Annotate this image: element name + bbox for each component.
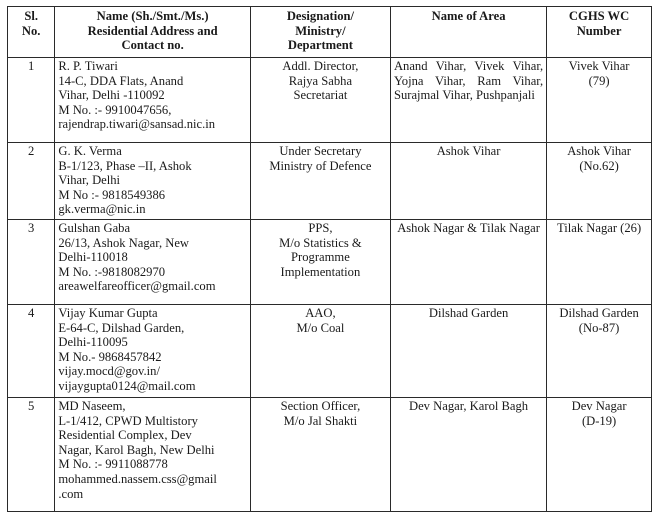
header-name-line: Contact no. — [121, 38, 184, 53]
header-row — [8, 7, 652, 58]
designation-cell — [250, 143, 390, 220]
name-address-cell — [55, 143, 251, 220]
cghs-line: (No-87) — [578, 320, 620, 335]
header-designation-line: Designation/ — [286, 9, 354, 23]
sl-no-cell: 5 — [8, 397, 55, 511]
header-cghs-line: Number — [576, 23, 622, 38]
address-line: Residential Complex, Dev — [58, 428, 192, 443]
cghs-line: Vivek Vihar — [568, 59, 630, 73]
name-address-cell — [55, 58, 251, 143]
table-row — [8, 304, 652, 397]
officer-name: Gulshan Gaba — [58, 220, 131, 235]
designation-line: M/o Jal Shakti — [283, 413, 358, 428]
designation-cell — [250, 219, 390, 304]
table-row — [8, 58, 652, 143]
designation-line: Secretariat — [293, 88, 348, 103]
designation-line: Programme — [291, 250, 350, 265]
designation-line: Addl. Director, — [282, 59, 359, 73]
address-line: 14-C, DDA Flats, Anand — [58, 73, 184, 88]
mobile-number: M No. :- 9911088778 — [58, 457, 168, 472]
address-line: Vihar, Delhi — [58, 173, 121, 188]
cghs-cell — [547, 304, 652, 397]
address-line: Nagar, Karol Bagh, New Delhi — [58, 442, 215, 457]
designation-line: Rajya Sabha — [288, 73, 353, 88]
sl-no-cell: 2 — [8, 143, 55, 220]
officer-name: G. K. Verma — [58, 144, 122, 158]
sl-no-cell: 4 — [8, 304, 55, 397]
email-address: vijay.mocd@gov.in/ — [58, 364, 160, 379]
designation-line: Section Officer, — [280, 398, 361, 413]
email-address: gk.verma@nic.in — [58, 202, 146, 217]
table-row — [8, 397, 652, 511]
cghs-cell — [547, 58, 652, 143]
address-line: Delhi-110095 — [58, 335, 128, 350]
header-sl-line: Sl. — [24, 9, 38, 23]
email-address: areawelfareofficer@gmail.com — [58, 279, 216, 294]
cghs-cell — [547, 397, 652, 511]
email-address: .com — [58, 486, 84, 501]
designation-line: Under Secretary — [279, 144, 362, 158]
header-name-address — [55, 7, 251, 58]
header-area-line: Name of Area — [431, 9, 506, 23]
mobile-number: M No. :- 9910047656, — [58, 102, 172, 117]
officer-name: MD Naseem, — [58, 398, 126, 413]
address-line: B-1/123, Phase –II, Ashok — [58, 158, 192, 173]
designation-line: PPS, — [308, 220, 333, 235]
designation-line: Ministry of Defence — [269, 158, 372, 173]
header-cghs — [547, 7, 652, 58]
address-line: Delhi-110018 — [58, 250, 128, 265]
designation-cell — [250, 58, 390, 143]
name-address-cell — [55, 219, 251, 304]
designation-cell — [250, 397, 390, 511]
header-designation-line: Ministry/ — [295, 23, 346, 38]
area-cell: Dilshad Garden — [390, 304, 546, 397]
cghs-line: Tilak Nagar (26) — [556, 220, 642, 235]
officer-name: R. P. Tiwari — [58, 59, 118, 73]
designation-line: M/o Statistics & — [279, 235, 362, 250]
address-line: 26/13, Ashok Nagar, New — [58, 235, 190, 250]
name-address-cell — [55, 304, 251, 397]
email-address: rajendrap.tiwari@sansad.nic.in — [58, 117, 216, 132]
designation-cell — [250, 304, 390, 397]
sl-no-cell: 1 — [8, 58, 55, 143]
cghs-line: Dilshad Garden — [559, 305, 639, 320]
header-area — [390, 7, 546, 58]
area-cell: Dev Nagar, Karol Bagh — [390, 397, 546, 511]
mobile-number: M No. :-9818082970 — [58, 264, 166, 279]
table-row — [8, 143, 652, 220]
header-designation-line: Department — [287, 38, 353, 53]
designation-line: AAO, — [305, 305, 336, 320]
table-row — [8, 219, 652, 304]
email-address: mohammed.nassem.css@gmail — [58, 471, 217, 486]
header-sl-no — [8, 7, 55, 58]
mobile-number: M No :- 9818549386 — [58, 187, 166, 202]
cghs-line: Dev Nagar — [571, 398, 627, 413]
cghs-line: (79) — [588, 73, 610, 88]
sl-no-cell: 3 — [8, 219, 55, 304]
area-cell: Anand Vihar, Vivek Vihar, Yojna Vihar, Ram Vihar, Surajmal Vihar, Pushpanjali — [390, 58, 546, 143]
designation-line: Implementation — [280, 264, 361, 279]
address-line: L-1/412, CPWD Multistory — [58, 413, 198, 428]
name-address-cell — [55, 397, 251, 511]
mobile-number: M No.- 9868457842 — [58, 349, 162, 364]
header-sl-line: No. — [21, 23, 41, 38]
designation-line: M/o Coal — [296, 320, 345, 335]
cghs-cell — [547, 143, 652, 220]
email-address: vijaygupta0124@mail.com — [58, 378, 196, 393]
area-cell: Ashok Vihar — [390, 143, 546, 220]
address-line: Vihar, Delhi -110092 — [58, 88, 165, 103]
header-name-line: Residential Address and — [87, 23, 218, 38]
officer-name: Vijay Kumar Gupta — [58, 305, 158, 320]
header-name-line: Name (Sh./Smt./Ms.) — [96, 9, 209, 23]
header-cghs-line: CGHS WC — [568, 9, 630, 23]
area-cell: Ashok Nagar & Tilak Nagar — [390, 219, 546, 304]
welfare-officers-table — [7, 6, 652, 512]
header-designation — [250, 7, 390, 58]
cghs-line: (No.62) — [579, 158, 619, 173]
cghs-line: Ashok Vihar — [567, 144, 631, 158]
cghs-line: (D-19) — [581, 413, 617, 428]
address-line: E-64-C, Dilshad Garden, — [58, 320, 185, 335]
cghs-cell — [547, 219, 652, 304]
